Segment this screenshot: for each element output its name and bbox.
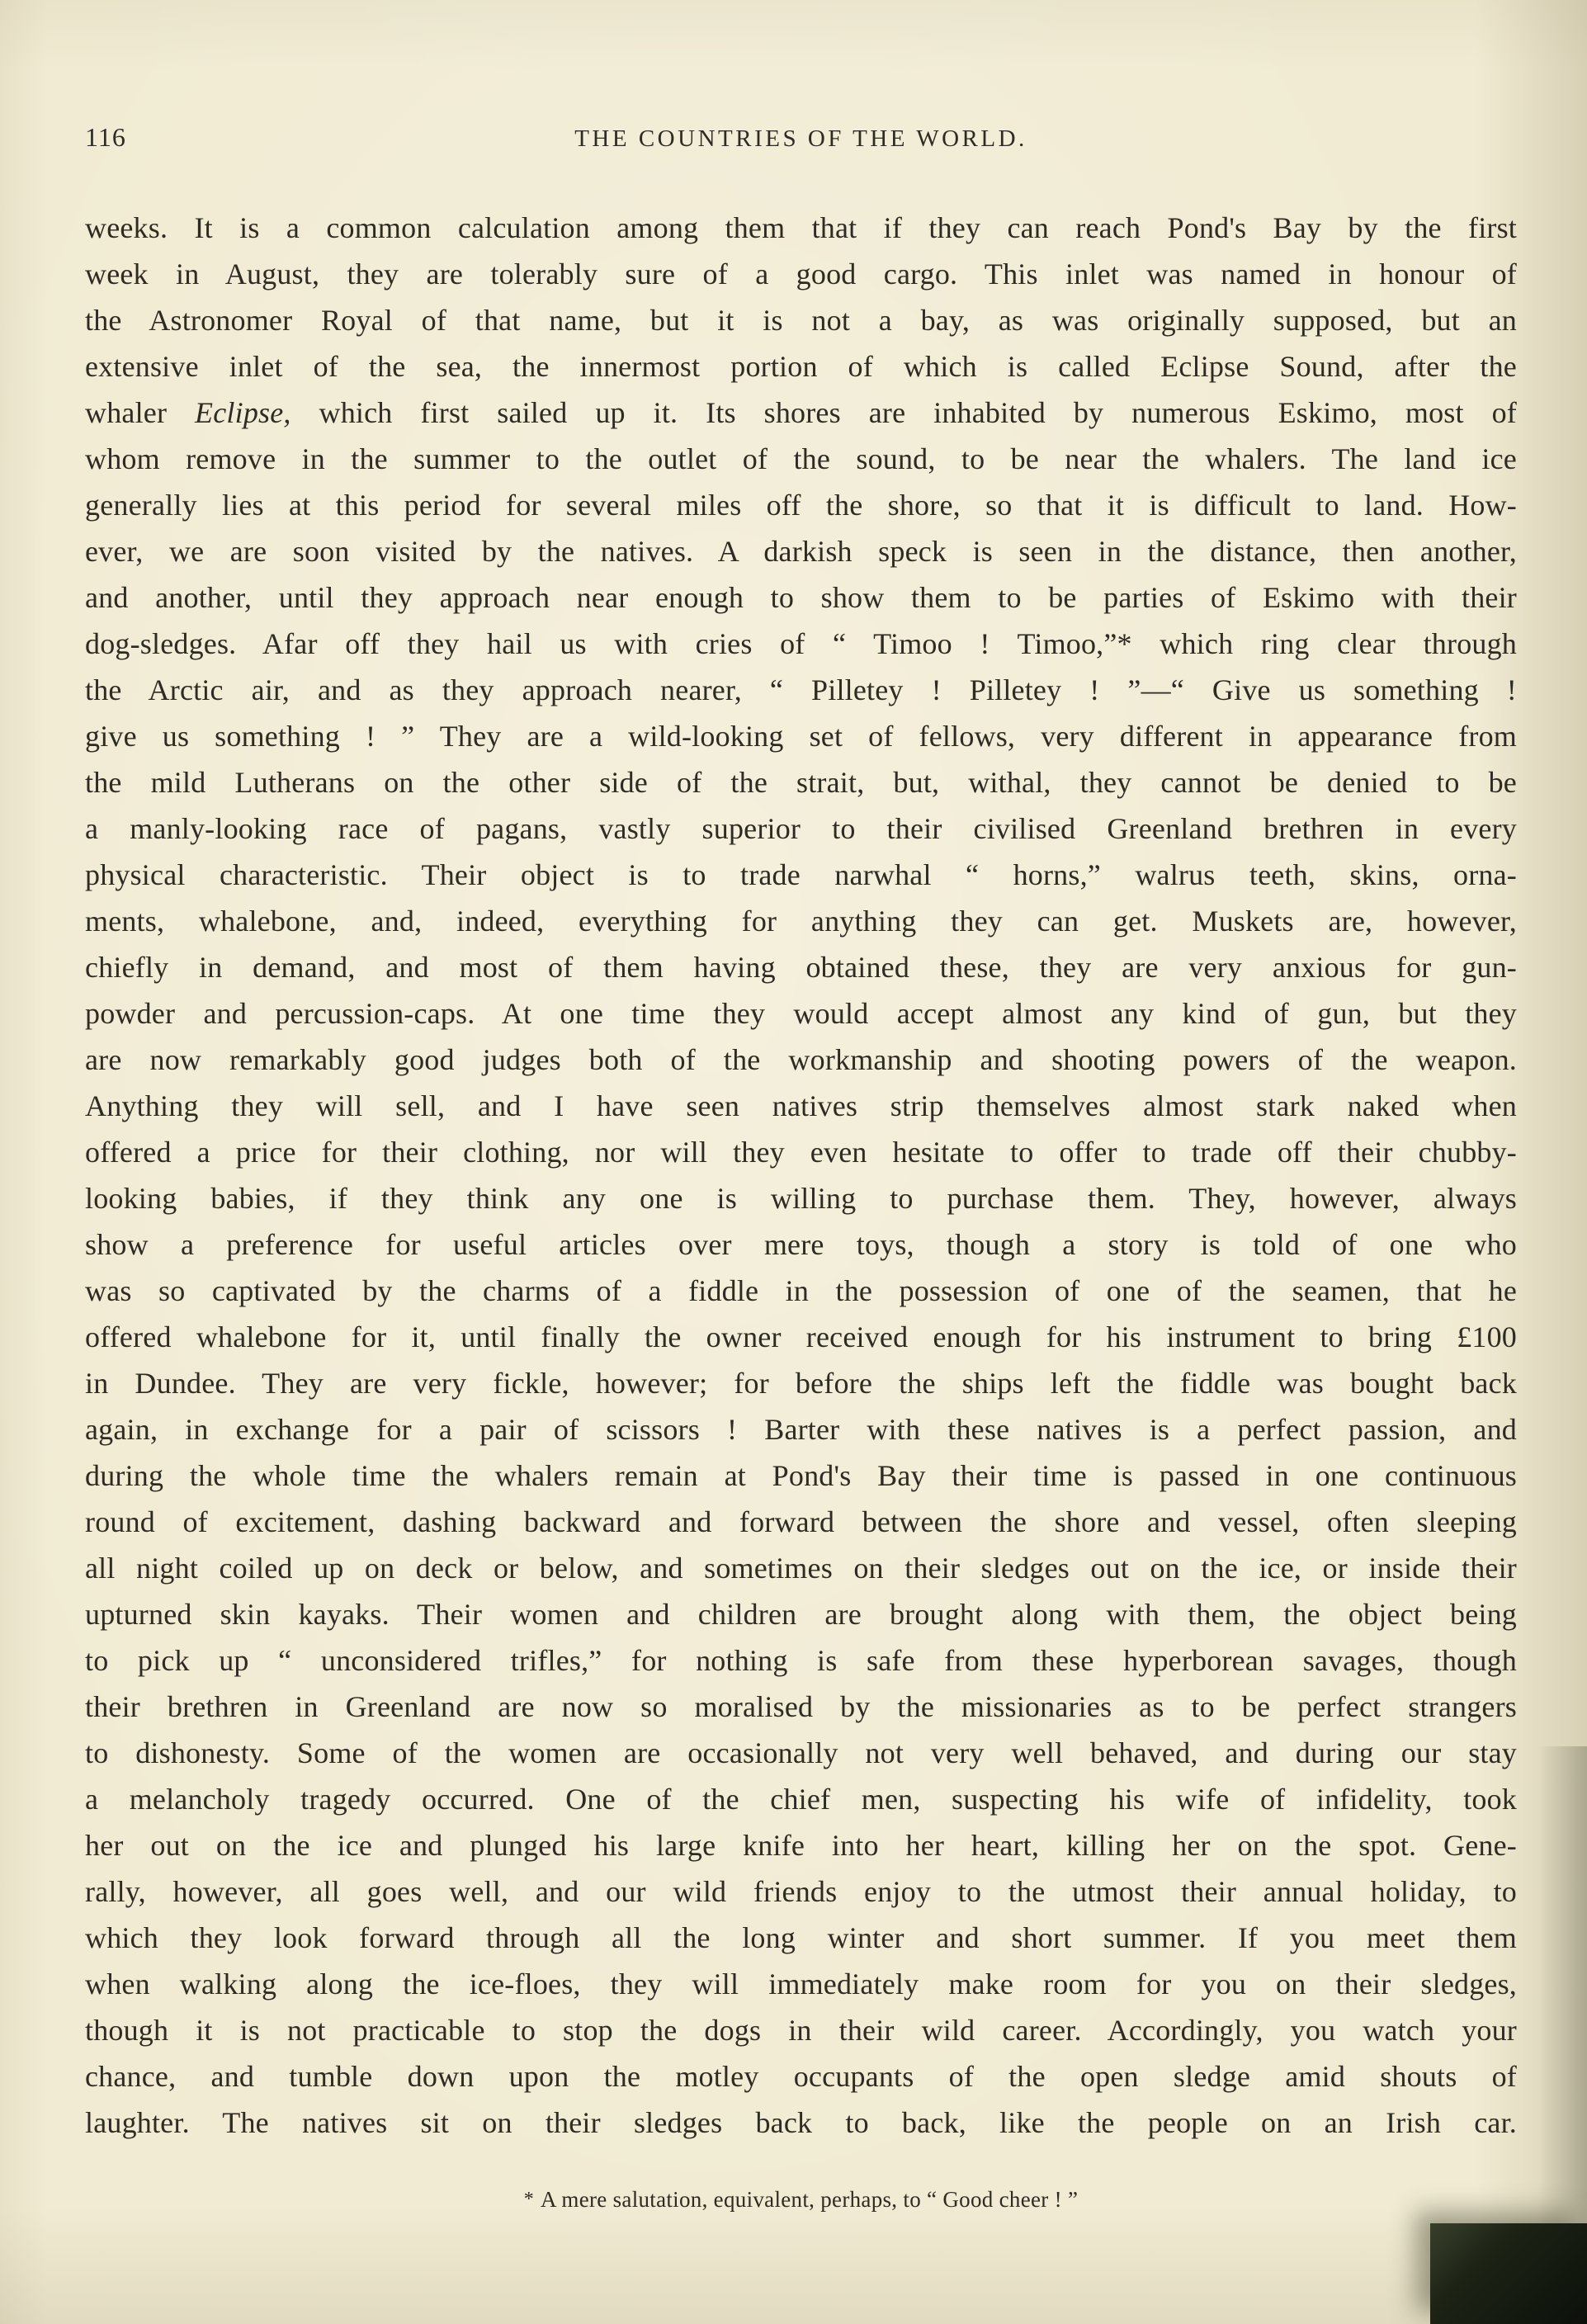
text-line: their brethren in Greenland are now so moralised by the missionaries as to be perfect strangers (85, 1690, 1517, 1723)
text-line: though it is not practicable to stop the dogs in their wild career. Accordingly, you watch your (85, 2014, 1517, 2047)
text-line: a manly-looking race of pagans, vastly superior to their civilised Greenland brethren in every (85, 812, 1517, 845)
scan-corner-artifact (1430, 2223, 1587, 2324)
text-line: the mild Lutherans on the other side of the strait, but, withal, they cannot be denied to be (85, 766, 1517, 799)
text-line: a melancholy tragedy occurred. One of the chief men, suspecting his wife of infidelity, took (85, 1783, 1517, 1816)
text-line: show a preference for useful articles over mere toys, though a story is told of one who (85, 1228, 1517, 1261)
text-line: chance, and tumble down upon the motley occupants of the open sledge amid shouts of (85, 2060, 1517, 2093)
text-line: are now remarkably good judges both of the workmanship and shooting powers of the weapon. (85, 1043, 1517, 1076)
text-line: round of excitement, dashing backward and forward between the shore and vessel, often sleeping (85, 1505, 1517, 1538)
text-line: during the whole time the whalers remain at Pond's Bay their time is passed in one continuous (85, 1459, 1517, 1492)
text-line: the Astronomer Royal of that name, but it is not a bay, as was originally supposed, but an (85, 304, 1517, 337)
text-line: whaler Eclipse, which first sailed up it. Its shores are inhabited by numerous Eskimo, most of (85, 396, 1517, 429)
text-line: physical characteristic. Their object is to trade narwhal “ horns,” walrus teeth, skins, orna- (85, 858, 1517, 891)
text-line: ever, we are soon visited by the natives. A darkish speck is seen in the distance, then another, (85, 535, 1517, 568)
text-line: the Arctic air, and as they approach nearer, “ Pilletey ! Pilletey ! ”—“ Give us something ! (85, 673, 1517, 706)
text-line: give us something ! ” They are a wild-looking set of fellows, very different in appearance from (85, 720, 1517, 753)
text-line: whom remove in the summer to the outlet of the sound, to be near the whalers. The land ice (85, 442, 1517, 475)
text-line: looking babies, if they think any one is willing to purchase them. They, however, always (85, 1182, 1517, 1215)
body-text (85, 205, 1517, 2146)
text-line: weeks. It is a common calculation among them that if they can reach Pond's Bay by the first (85, 211, 1517, 244)
text-line: when walking along the ice-floes, they will immediately make room for you on their sledges, (85, 1967, 1517, 2000)
text-line: to dishonesty. Some of the women are occasionally not very well behaved, and during our stay (85, 1736, 1517, 1769)
text-line: again, in exchange for a pair of scissors ! Barter with these natives is a perfect passion, and (85, 1413, 1517, 1446)
text-line: ments, whalebone, and, indeed, everything for anything they can get. Muskets are, however, (85, 905, 1517, 938)
text-line: offered whalebone for it, until finally the owner received enough for his instrument to bring £100 (85, 1320, 1517, 1353)
text-line: to pick up “ unconsidered trifles,” for nothing is safe from these hyperborean savages, though (85, 1644, 1517, 1677)
text-line: which they look forward through all the long winter and short summer. If you meet them (85, 1921, 1517, 1954)
text-line: offered a price for their clothing, nor will they even hesitate to offer to trade off their chubby- (85, 1136, 1517, 1169)
text-line: rally, however, all goes well, and our wild friends enjoy to the utmost their annual holiday, to (85, 1875, 1517, 1908)
text-line: her out on the ice and plunged his large knife into her heart, killing her on the spot. Gene- (85, 1829, 1517, 1862)
text-line: Anything they will sell, and I have seen natives strip themselves almost stark naked when (85, 1089, 1517, 1122)
text-line: all night coiled up on deck or below, and sometimes on their sledges out on the ice, or inside their (85, 1552, 1517, 1585)
text-line: extensive inlet of the sea, the innermost portion of which is called Eclipse Sound, after the (85, 350, 1517, 383)
footnote (85, 2187, 1517, 2213)
text-line: and another, until they approach near enough to show them to be parties of Eskimo with their (85, 581, 1517, 614)
text-line: dog-sledges. Afar off they hail us with cries of “ Timoo ! Timoo,”* which ring clear through (85, 627, 1517, 660)
text-line: powder and percussion-caps. At one time they would accept almost any kind of gun, but they (85, 997, 1517, 1030)
text-line: generally lies at this period for several miles off the shore, so that it is difficult to land. How- (85, 489, 1517, 522)
text-line: week in August, they are tolerably sure of a good cargo. This inlet was named in honour of (85, 257, 1517, 290)
text-line: laughter. The natives sit on their sledges back to back, like the people on an Irish car. (85, 2106, 1517, 2139)
text-line: chiefly in demand, and most of them having obtained these, they are very anxious for gun- (85, 951, 1517, 984)
footnote-marker: * (523, 2189, 535, 2210)
text-line: was so captivated by the charms of a fiddle in the possession of one of the seamen, that he (85, 1274, 1517, 1307)
page-number: 116 (85, 122, 126, 152)
text-line: in Dundee. They are very fickle, however; for before the ships left the fiddle was bought back (85, 1367, 1517, 1400)
text-line: upturned skin kayaks. Their women and children are brought along with them, the object being (85, 1598, 1517, 1631)
footnote-text: A mere salutation, equivalent, perhaps, to “ Good cheer ! ” (541, 2187, 1079, 2212)
running-title: THE COUNTRIES OF THE WORLD. (574, 125, 1027, 152)
